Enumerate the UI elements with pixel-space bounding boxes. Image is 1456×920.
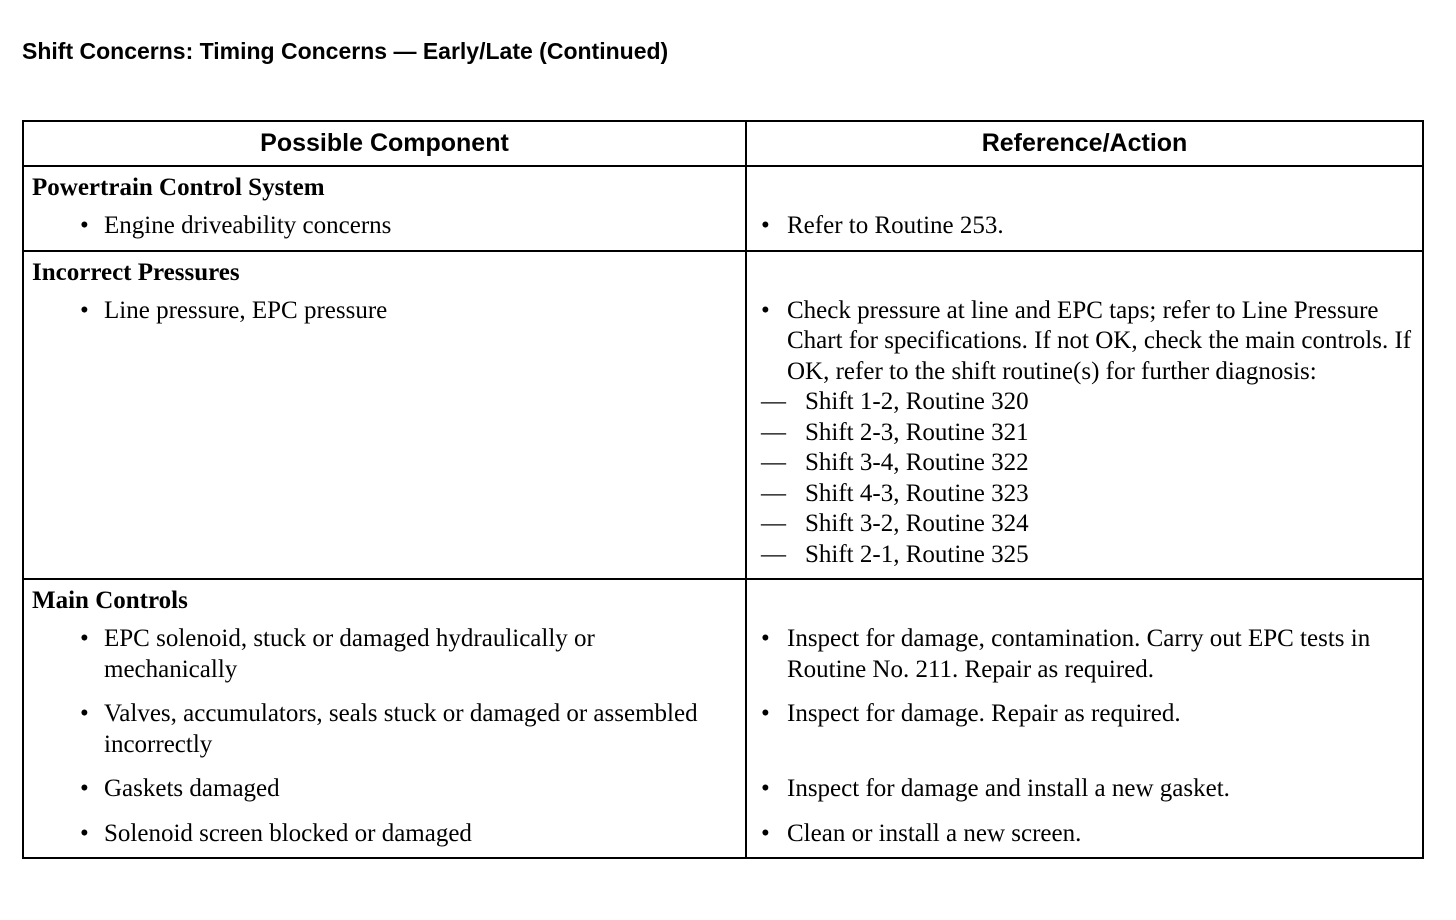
table-row [23,211,1423,251]
action-text: Refer to Routine 253. [787,212,1004,239]
component-item [24,211,745,250]
bullet-icon: • [761,819,770,847]
section-title-powertrain-control-system: Powertrain Control System [32,174,325,201]
component-item [24,699,745,774]
section-title-incorrect-pressures: Incorrect Pressures [32,258,240,286]
sub-item [747,540,1422,579]
component-text: Solenoid screen blocked or damaged [104,819,472,847]
sub-item-text: Shift 3-2, Routine 324 [805,510,1029,537]
table-row [23,296,1423,580]
sub-item [747,387,1422,418]
sub-item-text: Shift 1-2, Routine 320 [805,388,1029,415]
sub-item-text: Shift 2-3, Routine 321 [805,418,1029,446]
bullet-icon: • [80,212,89,239]
section-header-row [23,251,1423,296]
bullet-icon: • [80,625,89,652]
action-text: Check pressure at line and EPC taps; refer to Line Pressure Chart for specifications. If not OK, check the main controls. If OK, refer to the shift routine(s) for further diagnosis: [787,296,1412,385]
dash-icon: — [761,479,786,507]
bullet-icon: • [761,212,770,239]
action-item [747,774,1422,819]
section-header-row [23,166,1423,211]
sub-item [747,418,1422,449]
action-item [747,211,1422,250]
component-text: Engine driveability concerns [104,212,392,239]
component-text: Valves, accumulators, seals stuck or damaged or assembled incorrectly [104,700,698,758]
bullet-icon: • [761,296,770,324]
action-text: Clean or install a new screen. [787,819,1082,847]
sub-item-text: Shift 3-4, Routine 322 [805,449,1029,476]
component-item [24,819,745,858]
bullet-icon: • [80,700,89,727]
component-item [24,774,745,819]
dash-icon: — [761,510,786,537]
action-item [747,624,1422,699]
dash-icon: — [761,388,786,415]
dash-icon: — [761,540,786,568]
component-text: Gaskets damaged [104,775,280,802]
sub-item [747,448,1422,479]
action-item [747,699,1422,744]
bullet-icon: • [80,775,89,802]
action-text: Inspect for damage, contamination. Carry out EPC tests in Routine No. 211. Repair as required. [787,625,1371,683]
table-row [23,624,1423,699]
bullet-icon: • [80,296,89,324]
table-row [23,819,1423,859]
section-title-main-controls: Main Controls [32,587,188,614]
column-header-action: Reference/Action [746,121,1423,166]
table-row [23,699,1423,774]
component-text: EPC solenoid, stuck or damaged hydraulically or mechanically [104,625,595,683]
dash-icon: — [761,418,786,446]
table-row [23,774,1423,819]
action-item [747,819,1422,858]
column-header-component: Possible Component [23,121,746,166]
action-item [747,296,1422,388]
component-action-table [22,120,1424,859]
section-header-row [23,579,1423,624]
action-text: Inspect for damage and install a new gasket. [787,775,1230,802]
page-title: Shift Concerns: Timing Concerns — Early/Late (Continued) [22,38,669,64]
sub-item-text: Shift 2-1, Routine 325 [805,540,1029,568]
bullet-icon: • [761,625,770,652]
sub-item [747,479,1422,510]
bullet-icon: • [761,775,770,802]
table-header-row [23,121,1423,166]
sub-item [747,509,1422,540]
bullet-icon: • [761,700,770,727]
component-text: Line pressure, EPC pressure [104,296,388,324]
sub-item-text: Shift 4-3, Routine 323 [805,479,1029,507]
component-item [24,624,745,699]
dash-icon: — [761,449,786,476]
action-text: Inspect for damage. Repair as required. [787,700,1181,727]
bullet-icon: • [80,819,89,847]
component-item [24,296,745,327]
